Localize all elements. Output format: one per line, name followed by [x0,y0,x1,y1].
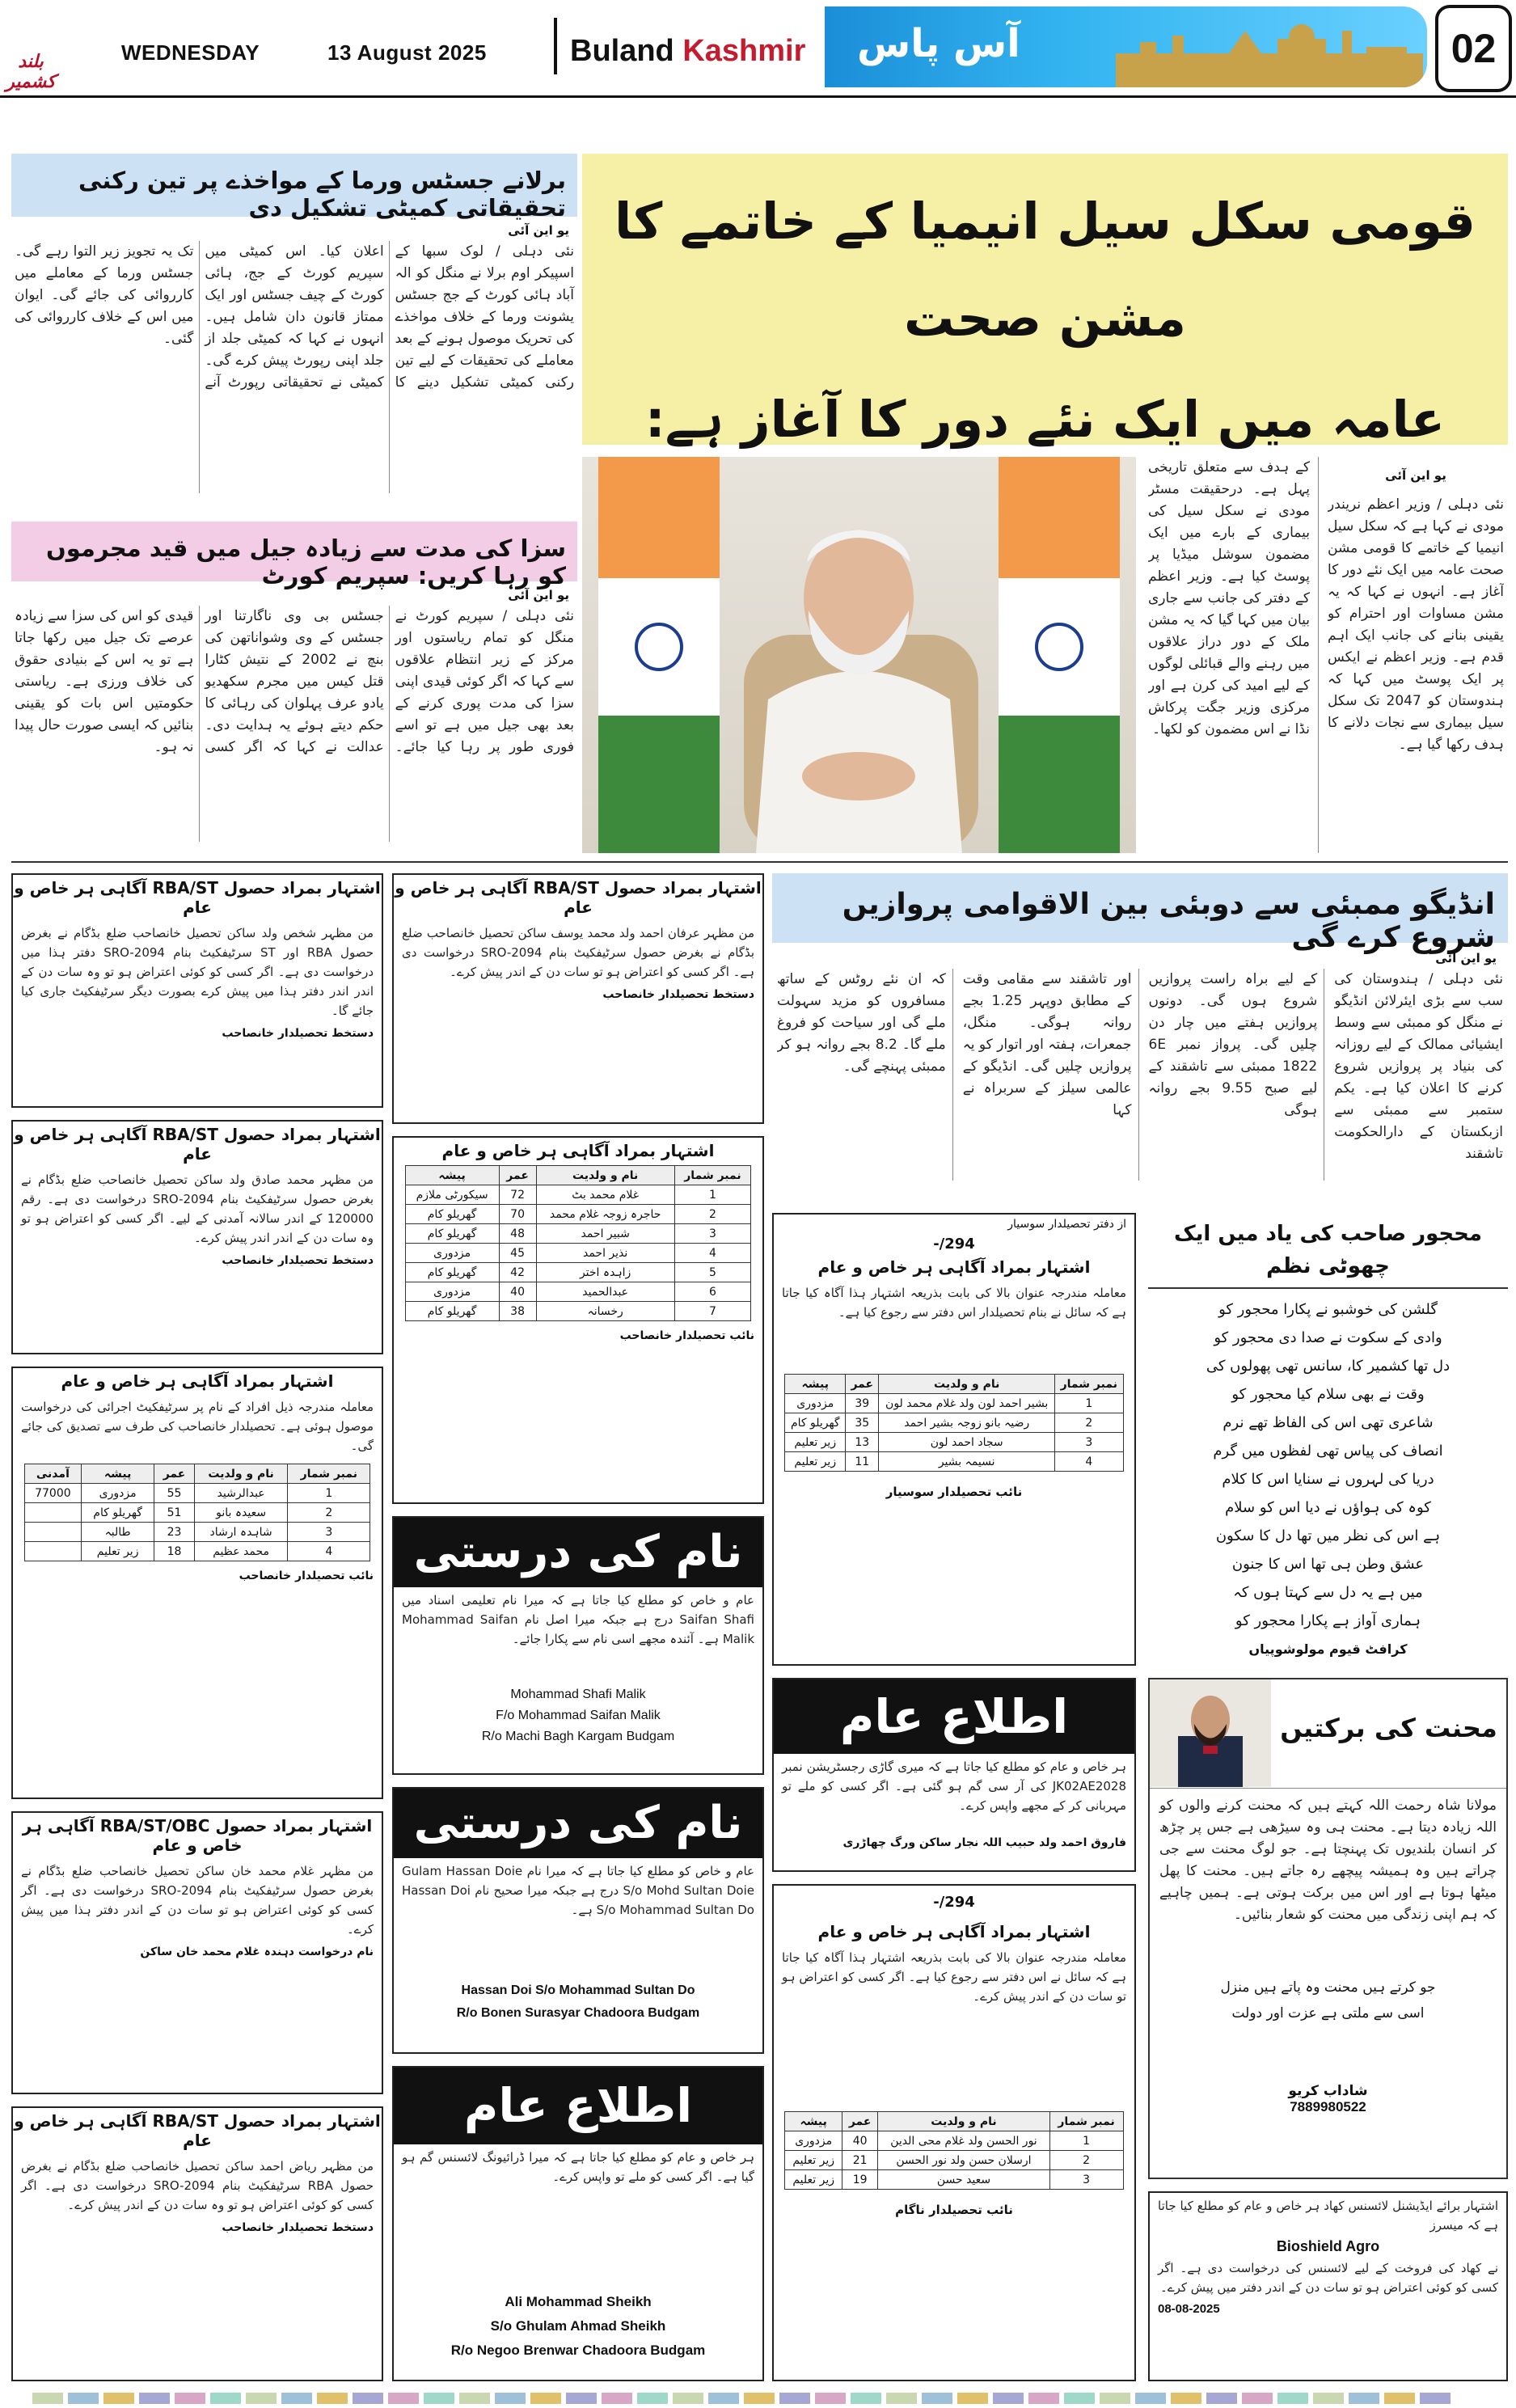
poem-line: ہماری آواز ہے پکارا محجور کو [1235,1612,1421,1629]
cell: طالبہ [82,1523,154,1542]
table-row [785,1452,1123,1472]
cell: گھریلو کام [82,1503,154,1523]
cell: گھریلو کام [405,1205,499,1224]
table-row [785,1413,1123,1433]
footer-swatch [317,2393,348,2404]
ad-title: اشتہار بمراد حصول RBA/ST آگاہی ہر خاص و عام [14,2111,381,2150]
ad-footer: نائب تحصیلدار خانصاحب [619,1329,754,1342]
footer-swatch [1420,2393,1451,2404]
ad-body: من مظہر عرفان احمد ولد محمد یوسف ساکن تحصیل خانصاحب ضلع بڈگام نے بغرض حصول سرٹیفکیٹ بنام SRO-2094 درخواست دی ہے۔ اگر کسی کو اعتراض ہو تو سات دن کے اندر پیش کرے۔ [402,926,754,979]
mehnat-article [1148,1678,1508,2179]
poem-lines [1148,1289,1508,1641]
cell: 35 [846,1413,879,1433]
table-row [24,1523,370,1542]
masthead-logo: بلند کشمیر [6,52,56,92]
footer-swatch [175,2393,205,2404]
lead-headline-line1: قومی سکل سیل انیمیا کے خاتمے کا مشن صحت [614,192,1476,348]
cell: 4 [674,1244,751,1263]
story-headline: سزا کی مدت سے زیادہ جیل میں قید مجرموں کو رہا کریں: سپریم کورٹ [11,522,577,581]
th: پیشہ [785,1375,846,1394]
name-correction-1 [392,1516,764,1775]
cell: زیر تعلیم [785,2151,842,2170]
cell: 77000 [24,1484,81,1503]
footer-swatch [388,2393,419,2404]
cell: 1 [1054,1394,1123,1413]
footer-swatch [602,2393,632,2404]
poem-line: ہے اس کی نظر میں تھا دل کا سکون [1215,1527,1441,1544]
lead-story [582,154,1508,857]
cell: 2 [1049,2151,1123,2170]
ad-rba-3 [11,2106,383,2381]
cell: 18 [154,1542,195,1561]
cell: 2 [674,1205,751,1224]
cell: 1 [1049,2131,1123,2151]
cell: مزدوری [785,2131,842,2151]
section-title: آس پاس [857,21,1020,66]
ad-body: من مظہر غلام محمد خان ساکن تحصیل خانصاحب ضلع بڈگام نے بغرض حصول سرٹیفکیٹ بنام SRO-2094 درخواست دی ہے۔ اگر کسی کو کوئی اعتراض ہو تو سات دن کے اندر دفتر ہذا میں پیش کرے۔ [21,1864,374,1937]
ad-table-mid [392,1136,764,1504]
footer-swatch [530,2393,561,2404]
footer-swatch [673,2393,703,2404]
cell: 3 [674,1224,751,1244]
poem-line: دریا کی لہروں نے سنایا اس کا کلام [1222,1471,1434,1488]
cell: نور الحسن ولد غلام محی الدین [878,2131,1049,2151]
cell: 23 [154,1523,195,1542]
lead-body-right: نئی دہلی / وزیر اعظم نریندر مودی نے کہا ہے کہ سکل سیل انیمیا کے خاتمے کا قومی مشن صحت عامہ میں ایک نئے دور کا آغاز ہے۔ انہوں نے کہا کہ یہ مشن مساوات اور احترام کو یقینی بنانے کی جانب ایک اہم قدم ہے۔ وزیر اعظم نے ایکس پر ایک پوسٹ میں کہا کہ ہندوستان کو 2047 تک سکل سیل بیماری سے نجات دلانے کا ہدف رکھا گیا ہے۔ [1328,496,1504,753]
lead-col-right [1328,457,1504,853]
cell: 4 [288,1542,370,1561]
footer-swatch [1206,2393,1237,2404]
ad-title: اشتہار بمراد آگاہی ہر خاص و عام [61,1371,334,1391]
applicant-table [784,2111,1123,2190]
applicant-table [24,1464,371,1561]
cell: 1 [674,1185,751,1205]
applicant-table [405,1165,752,1321]
page-number: 02 [1451,26,1497,71]
ad-body: اشتہار برائے ایڈیشنل لائسنس کھاد ہر خاص و عام کو مطلع کیا جاتا ہے کہ میسرز [1158,2199,1498,2233]
ad-body: عام و خاص کو مطلع کیا جاتا ہے کہ میرا نام تعلیمی اسناد میں Saifan Shafi درج ہے جبکہ میرا اصل نام Mohammad Saifan Malik ہے۔ آئندہ مجھے اسی نام سے پکارا جائے۔ [402,1593,755,1646]
cell: شبیر احمد [536,1224,674,1244]
table-row [405,1244,751,1263]
ad-fee: 294/- [933,1894,975,1911]
mehnat-phone: 7889980522 [1290,2099,1366,2114]
th: عمر [842,2112,877,2131]
lead-headline-box [582,154,1508,449]
ad-body: من مظہر شخص ولد ساکن تحصیل خانصاحب ضلع بڈگام نے بغرض حصول RBA اور ST سرٹیفکیٹ بنام SRO-2094 دفتر ہذا میں درخواست دی ہے۔ اگر کسی کو کوئی اعتراض ہو تو وہ سات دن کے اندر اندر دفتر ہذا میں پیش کرے بصورت دیگر سرٹیفکیٹ جاری کیا جائے گا۔ [21,926,374,1018]
banner: اطلاع عام [394,2068,762,2144]
cell: 48 [499,1224,536,1244]
footer-swatch [281,2393,312,2404]
cell [24,1503,81,1523]
cell: زیر تعلیم [82,1542,154,1561]
footer-swatch [637,2393,668,2404]
cell: مزدوری [82,1484,154,1503]
cell [24,1542,81,1561]
footer-swatch [1349,2393,1379,2404]
cell: 40 [842,2131,877,2151]
table-header-row [785,1375,1123,1394]
ad-rba-mid [392,873,764,1124]
ad-title: اشتہار بمراد آگاہی ہر خاص و عام [817,1922,1091,1941]
story-justice-varma [11,154,577,493]
ad-rba-1 [11,873,383,1108]
story-supreme-court [11,522,577,853]
table-row [785,1433,1123,1452]
cell: زیر تعلیم [785,1433,846,1452]
th: عمر [846,1375,879,1394]
name-line: F/o Mohammad Saifan Malik [496,1709,661,1722]
ad-title: اشتہار بمراد حصول RBA/ST آگاہی ہر خاص و عام [395,878,762,917]
author-image [1150,1679,1271,1787]
mehnat-verse [1150,1975,1506,2026]
cell: 3 [1049,2170,1123,2190]
public-notice-1 [772,1678,1136,1872]
poem-line: وقت نے بھی سلام کیا محجور کو [1231,1386,1425,1403]
name-line: S/o Ghulam Ahmad Sheikh [490,2318,666,2334]
ad-footer: نام درخواست دہندہ غلام محمد خان ساکن [140,1945,374,1958]
cell: مزدوری [785,1394,846,1413]
ad-title: اشتہار بمراد آگاہی ہر خاص و عام [441,1141,715,1160]
footer-swatch [1384,2393,1415,2404]
table-row [785,2151,1123,2170]
cell: 55 [154,1484,195,1503]
mehnat-title: محنت کی برکتیں [1280,1713,1497,1743]
cell: سیکورٹی ملازم [405,1185,499,1205]
cell: 2 [288,1503,370,1523]
footer-swatch [566,2393,597,2404]
th: پیشہ [82,1464,154,1484]
footer-swatch [246,2393,277,2404]
footer-swatch [1028,2393,1059,2404]
table-row [405,1302,751,1321]
footer-swatch [210,2393,241,2404]
footer-swatch [1064,2393,1095,2404]
poem-line: میں ہے یہ دل سے کہتا ہوں کہ [1233,1584,1423,1601]
indigo-columns [772,965,1508,1184]
banner: نام کی درستی [394,1518,762,1587]
cell: 45 [499,1244,536,1263]
table-row [785,1394,1123,1413]
mehnat-body: مولانا شاہ رحمت اللہ کہتے ہیں کہ محنت کرنے والوں کو اللہ زیادہ دیتا ہے۔ محنت ہی وہ سیڑھی ہے جس پر چڑھ کر انسان بلندیوں تک پہنچتا ہے۔ جو لوگ محنت سے جی چراتے ہیں وہ ہمیشہ پیچھے رہ جاتے ہیں۔ محنت کا پھل میٹھا ہوتا ہے اور اس میں برکت ہوتی ہے۔ ہمیں چاہیے کہ ہم اپنی زندگی میں محنت کو شعار بنائیں۔ [1159,1798,1497,1923]
cell: ارسلان حسن ولد نور الحسن [878,2151,1049,2170]
name-line: R/o Bonen Surasyar Chadoora Budgam [456,2006,700,2020]
author-photo [1150,1679,1271,1787]
footer-swatch [708,2393,739,2404]
cell: بشیر احمد لون ولد غلام محمد لون [879,1394,1055,1413]
poem-line: دل تھا کشمیر کا، سانس تھی پھولوں کی [1206,1358,1451,1375]
table-header-row [405,1166,751,1185]
poem-line: شاعری تھی اس کی الفاظ تھے نرم [1223,1414,1434,1431]
th: نام و ولدیت [536,1166,674,1185]
table-header-row [24,1464,370,1484]
story-indigo [772,873,1508,1197]
name-line: R/o Negoo Brenwar Chadoora Budgam [450,2343,706,2358]
cell: 3 [1054,1433,1123,1452]
cell: 21 [842,2151,877,2170]
cell [24,1523,81,1542]
lead-col-mid [1148,457,1310,853]
cell: رضیہ بانو زوجہ بشیر احمد [879,1413,1055,1433]
cell: 38 [499,1302,536,1321]
ad-title: اشتہار بمراد آگاہی ہر خاص و عام [817,1257,1091,1277]
poem-block [1148,1213,1508,1666]
cell: 51 [154,1503,195,1523]
cell: 6 [674,1282,751,1302]
poem-line: گلشن کی خوشبو نے پکارا محجور کو [1218,1301,1438,1318]
footer-swatch [68,2393,99,2404]
table-row [405,1282,751,1302]
lead-headline-line2: عامہ میں ایک نئے دور کا آغاز ہے: [644,390,1446,449]
cell: رخسانہ [536,1302,674,1321]
ad-subtitle: از دفتر تحصیلدار سوسیار [1007,1218,1126,1231]
th: نام و ولدیت [879,1375,1055,1394]
cell: سعید حسن [878,2170,1049,2190]
ad-footer: نائب تحصیلدار خانصاحب [239,1569,374,1582]
poem-line: کوہ کی ہواؤں نے دیا اس کو سلام [1225,1499,1431,1516]
lead-photo [582,457,1136,853]
verse-line: اسی سے ملتی ہے عزت اور دولت [1231,2005,1425,2021]
table-row [24,1484,370,1503]
ad-tehsil-sursayar [772,1213,1136,1666]
ad-table-khansahib [11,1367,383,1799]
name-line: Mohammad Shafi Malik [510,1688,646,1701]
footer-swatch [744,2393,775,2404]
ad-footer: نائب تحصیلدار سوسیار [885,1485,1023,1499]
lead-body-mid: کے ہدف سے متعلق تاریخی پہل ہے۔ درحقیقت مسٹر مودی نے سکل سیل کی بیماری کے بارے میں ایک مضمون سوشل میڈیا پر پوسٹ کیا ہے۔ وزیر اعظم کے دفتر کی جانب سے جاری بیان میں کہا گیا کہ یہ مشن ملک کے دور دراز علاقوں میں رہنے والے قبائلی لوگوں کے لیے امید کی کرن ہے اور مرکزی وزیر جگت پرکاش نڈا نے اس مضمون کو لکھا۔ [1148,459,1310,737]
table-row [405,1263,751,1282]
footer-swatch [922,2393,952,2404]
story-body: نئی دہلی / لوک سبھا کے اسپیکر اوم برلا نے منگل کو الہ آباد ہائی کورٹ کے جج جسٹس یشونت ورما کے خلاف مواخذے کی تحریک موصول ہونے کے بعد معاملے کی تحقیقات کے لیے تین رکنی کمیٹی تشکیل دینے کا اعلان کیا۔ اس کمیٹی میں سپریم کورٹ کے جج، ہائی کورٹ کے چیف جسٹس اور ایک ممتاز قانون دان شامل ہیں۔ انہوں نے کہا کہ کمیٹی جلد از جلد اپنی رپورٹ پیش کرے گی۔ کمیٹی نے تحقیقاتی رپورٹ آنے تک یہ تجویز زیر التوا رہے گی۔ جسٹس ورما کے معاملے میں کارروائی کی جائے گی۔ ایوان میں اس کے خلاف کارروائی کی گئی۔ [15,243,574,391]
brand-kashmir: Kashmir [682,34,806,68]
cell: 42 [499,1263,536,1282]
cell: شاہدہ ارشاد [194,1523,287,1542]
masthead-divider [554,18,557,74]
footer-swatch [1313,2393,1344,2404]
cell: 19 [842,2170,877,2190]
footer-strip [0,2389,1516,2408]
name-line: Ali Mohammad Sheikh [505,2294,652,2309]
ad-body: معاملہ مندرجہ عنوان بالا کی بابت بذریعہ اشتہار ہذا آگاہ کیا جاتا ہے کہ سائل نے اس دفتر سے رجوع کیا ہے۔ اگر کسی کو اعتراض ہو تو سات دن کے اندر پیش کرے۔ [782,1950,1126,2004]
footer-swatch [815,2393,846,2404]
ad-body: معاملہ مندرجہ عنوان بالا کی بابت بذریعہ اشتہار ہذا آگاہ کیا جاتا ہے کہ سائل نے بنام تحصیلدار اس دفتر سے رجوع کیا ہے۔ [782,1286,1126,1320]
ad-footer: دستخط تحصیلدار خانصاحب [222,1027,374,1040]
story-headline: انڈیگو ممبئی سے دوبئی بین الاقوامی پروازیں شروع کرے گی [772,873,1508,943]
ad-footer: فاروق احمد ولد حبیب اللہ نجار ساکن ورگ چھاڑری [842,1836,1126,1849]
th: نمبر شمار [1054,1375,1123,1394]
ad-title: اشتہار بمراد حصول RBA/ST آگاہی ہر خاص و عام [14,1125,381,1164]
footer-swatch [957,2393,988,2404]
table-row [24,1542,370,1561]
cell: غلام محمد بٹ [536,1185,674,1205]
table-row [24,1503,370,1523]
mehnat-signature: شاداب کریو [1288,2083,1368,2099]
lead-col-rule [1318,457,1319,853]
section-rule [11,861,1508,863]
masthead [0,0,1516,97]
cell: مزدوری [405,1244,499,1263]
dateline: یو این آئی [508,588,569,602]
table-row [785,2170,1123,2190]
ad-fee: 294/- [933,1236,975,1253]
footer-swatch [1100,2393,1130,2404]
th: نمبر شمار [288,1464,370,1484]
ad-rba-obc [11,1811,383,2094]
dateline: یو این آئی [508,223,569,238]
poem-line: انصاف کی پیاس تھی لفظوں میں گرم [1213,1443,1443,1460]
story-column: کہ ان نئے روٹس کے ساتھ مسافروں کو مزید سہولت ملے گی اور سیاحت کو فروغ ملے گا۔ 8.2 بجے روانہ ہو کر ممبئی پہنچے گی۔ [777,969,953,1181]
cell: 11 [846,1452,879,1472]
masthead-date: 13 August 2025 [327,40,487,65]
dateline: یو این آئی [1385,468,1446,483]
ad-body: عام و خاص کو مطلع کیا جاتا ہے کہ میرا نام Gulam Hassan Doie S/o Mohd Sultan Doie درج ہے جبکہ میرا صحیح نام Hassan Doi S/o Mohammad Sultan Do ہے۔ [402,1864,755,1917]
cell: 13 [846,1433,879,1452]
footer-swatch [32,2393,63,2404]
th: پیشہ [785,2112,842,2131]
footer-swatch [1242,2393,1273,2404]
masthead-rule [0,95,1516,98]
portrait-image [582,457,1136,853]
ad-title: اشتہار بمراد حصول RBA/ST آگاہی ہر خاص و عام [14,878,381,917]
dateline: یو این آئی [1435,951,1497,965]
ad-footer: دستخط تحصیلدار خانصاحب [222,2221,374,2234]
masthead-day: WEDNESDAY [121,40,260,65]
table-header-row [785,2112,1123,2131]
banner: اطلاع عام [774,1679,1134,1754]
cell: 39 [846,1394,879,1413]
ad-footer: نائب تحصیلدار ناگام [895,2203,1013,2217]
story-column: نئی دہلی / ہندوستان کی سب سے بڑی ایئرلائن انڈیگو نے منگل کو ممبئی سے وسط ایشیائی ممالک کے لیے روزانہ کی بنیاد پر پروازیں شروع کرنے کا اعلان کیا ہے۔ یکم ستمبر سے ممبئی سے ازبکستان کے دارالحکومت تاشقند [1334,971,1503,1162]
footer-swatch [495,2393,526,2404]
cell: محمد عظیم [194,1542,287,1561]
name-line: R/o Machi Bagh Kargam Budgam [481,1730,675,1743]
cell: زیر تعلیم [785,2170,842,2190]
ad-footer: دستخط تحصیلدار خانصاحب [602,988,754,1001]
footer-swatch [353,2393,383,2404]
cell: گھریلو کام [405,1263,499,1282]
name-line: Hassan Doi S/o Mohammad Sultan Do [461,1983,695,1997]
applicant-table [784,1374,1123,1472]
poem-line: وادی کے سکوت نے صدا دی محجور کو [1214,1329,1442,1346]
cell: گھریلو کام [405,1302,499,1321]
th: عمر [154,1464,195,1484]
footer-swatch [103,2393,134,2404]
table-row [405,1224,751,1244]
cell: گھریلو کام [785,1413,846,1433]
footer-swatch [779,2393,810,2404]
brand-buland: Buland [570,34,674,68]
poem-credit: کرافٹ قیوم مولوشوپیاں [1248,1641,1408,1657]
table-row [405,1185,751,1205]
th: آمدنی [24,1464,81,1484]
footer-swatch [886,2393,917,2404]
cell: 72 [499,1185,536,1205]
poem-line: عشق وطن ہی تھا اس کا جنون [1231,1556,1425,1573]
poem-title: محجور صاحب کی یاد میں ایک چھوٹی نظم [1148,1213,1508,1289]
ad-body: معاملہ مندرجہ ذیل افراد کے نام پر سرٹیفکیٹ اجرائی کی درخواست موصول ہوئی ہے۔ تحصیلدار خانصاحب کی طرف سے تصدیق کی جائے گی۔ [21,1400,374,1453]
ad-brand: Bioshield Agro [1276,2238,1380,2254]
cell: نذیر احمد [536,1244,674,1263]
section-banner [825,6,1427,87]
cell: عبدالحمید [536,1282,674,1302]
cell: زیر تعلیم [785,1452,846,1472]
cell: حاجرہ زوجہ غلام محمد [536,1205,674,1224]
page-number-box [1435,5,1512,92]
cell: 2 [1054,1413,1123,1433]
ad-footer: دستخط تحصیلدار خانصاحب [222,1254,374,1267]
footer-swatch [1171,2393,1201,2404]
cell: گھریلو کام [405,1224,499,1244]
story-column: کے لیے براہ راست پروازیں شروع ہوں گی۔ دونوں پروازیں ہفتے میں چار دن چلیں گی۔ پرواز نمبر 6E 1822 ممبئی سے تاشقند کے لیے صبح 9.55 بجے روانہ ہوگی [1149,969,1325,1181]
cell: 3 [288,1523,370,1542]
footer-swatch [139,2393,170,2404]
ad-body: ہر خاص و عام کو مطلع کیا جاتا ہے کہ میرا ڈرائیونگ لائسنس گم ہو گیا ہے۔ اگر کسی کو ملے تو واپس کرے۔ [402,2150,754,2184]
ad-bioshield [1148,2191,1508,2381]
name-correction-2 [392,1787,764,2054]
cell: 7 [674,1302,751,1321]
story-body: نئی دہلی / سپریم کورٹ نے منگل کو تمام ریاستوں اور مرکز کے زیر انتظام علاقوں سے کہا کہ اگر کوئی قیدی اپنی سزا کی مدت پوری کرنے کے بعد بھی جیل میں ہے تو اسے فوری طور پر رہا کیا جائے۔ جسٹس بی وی ناگارتنا اور جسٹس کے وی وشواناتھن کی بنچ نے 2002 کے نتیش کٹارا قتل کیس میں مجرم سکھدیو یادو عرف پہلوان کی رہائی کا حکم دیتے ہوئے یہ ہدایت دی۔ عدالت نے کہا کہ اگر کسی قیدی کو اس کی سزا سے زیادہ عرصے تک جیل میں رکھا جاتا ہے تو یہ اس کے بنیادی حقوق کی خلاف ورزی ہے۔ ریاستی حکومتیں اس بات کو یقینی بنائیں کہ ایسی صورت حال پیدا نہ ہو۔ [15,608,574,755]
th: نام و ولدیت [878,2112,1049,2131]
cell: مزدوری [405,1282,499,1302]
footer-swatch [1135,2393,1166,2404]
footer-swatch [851,2393,881,2404]
cell: سعیدہ بانو [194,1503,287,1523]
masthead-brand [570,34,805,69]
ad-tehsil-nagam [772,1884,1136,2381]
ad-body: من مظہر محمد صادق ولد ساکن تحصیل خانصاحب ضلع بڈگام نے بغرض حصول سرٹیفکیٹ بنام SRO-2094 درخواست دی ہے۔ رقم 120000 کے اندر سالانہ آمدنی کے لیے۔ اگر کسی کو اعتراض ہو تو وہ سات دن کے اندر اندر پیش کرے۔ [21,1172,374,1245]
story-column: اور تاشقند سے مقامی وقت کے مطابق دوپہر 1.25 بجے روانہ ہوگی۔ منگل، جمعرات، ہفتہ اور اتوار کو یہ پروازیں چلیں گی۔ انڈیگو کے عالمی سیلز کے سربراہ نے کہا [963,969,1139,1181]
ad-rba-2 [11,1120,383,1354]
ad-body: نے کھاد کی فروخت کے لیے لائسنس کی درخواست دی ہے۔ اگر کسی کو کوئی اعتراض ہو تو سات دن کے اندر دفتر میں پیش کرے۔ [1158,2261,1498,2295]
th: نام و ولدیت [194,1464,287,1484]
cell: سجاد احمد لون [879,1433,1055,1452]
cell: زاہدہ اختر [536,1263,674,1282]
ad-date: 08-08-2025 [1158,2302,1220,2316]
footer-swatch [459,2393,490,2404]
th: عمر [499,1166,536,1185]
cell: 4 [1054,1452,1123,1472]
verse-line: جو کرتے ہیں محنت وہ پاتے ہیں منزل [1220,1979,1436,1996]
footer-swatch [993,2393,1024,2404]
table-row [405,1205,751,1224]
ad-body: ہر خاص و عام کو مطلع کیا جاتا ہے کہ میری گاڑی رجسٹریشن نمبر JK02AE2028 کی آر سی گم ہو گئی ہے۔ اگر کسی کو ملے تو مہربانی کر کے مجھے واپس کرے۔ [782,1760,1126,1813]
cell: نسیمہ بشیر [879,1452,1055,1472]
banner: نام کی درستی [394,1789,762,1858]
cell: عبدالرشید [194,1484,287,1503]
cell: 1 [288,1484,370,1503]
mehnat-header [1150,1679,1506,1789]
th: نمبر شمار [674,1166,751,1185]
cell: 40 [499,1282,536,1302]
footer-swatch [424,2393,454,2404]
th: نمبر شمار [1049,2112,1123,2131]
ad-body: من مظہر ریاض احمد ساکن تحصیل خانصاحب ضلع بڈگام نے بغرض حصول RBA سرٹیفکیٹ بنام SRO-2094 درخواست دی ہے۔ اگر کسی کو کوئی اعتراض ہو تو وہ سات دن کے اندر پیش کرے۔ [21,2159,374,2212]
cell: 5 [674,1263,751,1282]
footer-swatch [1277,2393,1308,2404]
ad-title: اشتہار بمراد حصول RBA/ST/OBC آگاہی ہر خاص و عام [22,1816,373,1855]
cell: 70 [499,1205,536,1224]
table-row [785,2131,1123,2151]
public-notice-2 [392,2066,764,2381]
story-headline: برلانے جسٹس ورما کے مواخذے پر تین رکنی تحقیقاتی کمیٹی تشکیل دی [11,154,577,217]
th: پیشہ [405,1166,499,1185]
